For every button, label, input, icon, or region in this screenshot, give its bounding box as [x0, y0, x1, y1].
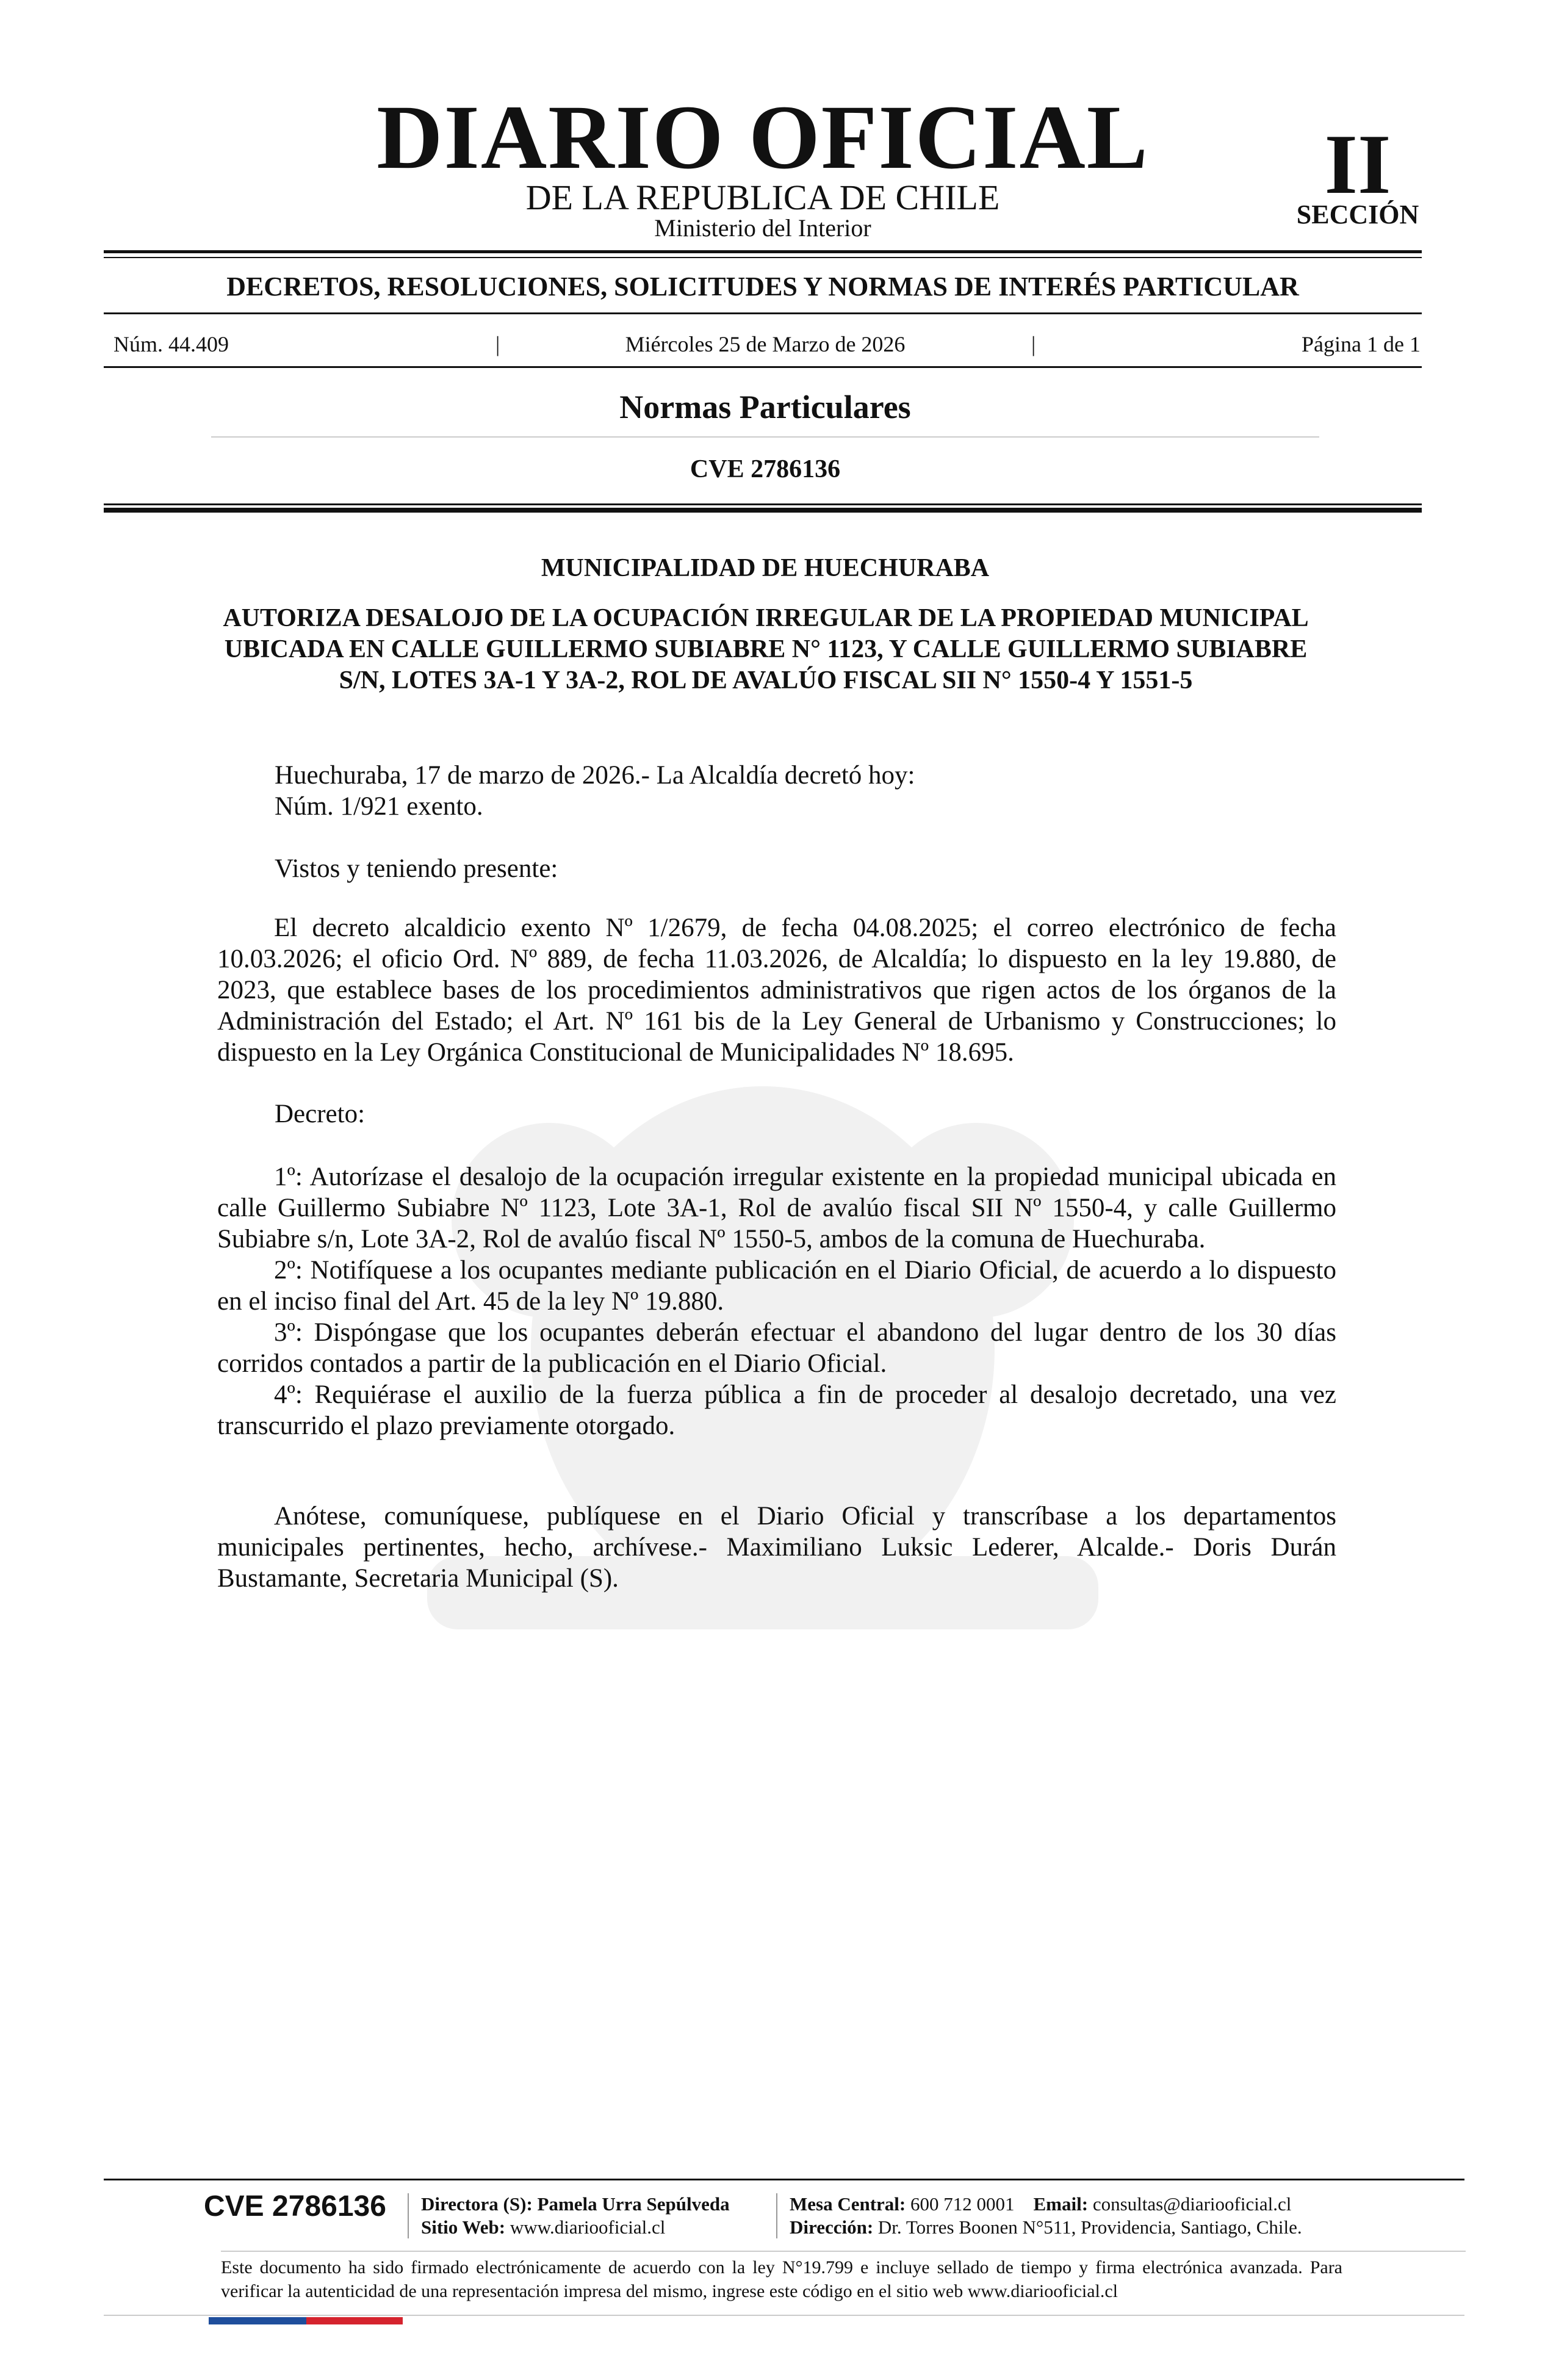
- municipality-name: MUNICIPALIDAD DE HUECHURABA: [541, 554, 990, 582]
- footer-email-label: Email:: [1033, 2193, 1089, 2215]
- masthead-divider: [104, 250, 1422, 253]
- footer-separator: [408, 2193, 409, 2238]
- footer-mesa-value: 600 712 0001: [910, 2193, 1015, 2215]
- footer-contact: [790, 2193, 1291, 2216]
- masthead-divider-thin: [104, 257, 1422, 258]
- section-roman-numeral: II: [1324, 117, 1391, 212]
- footer-divider: [104, 2179, 1464, 2180]
- cve-code: CVE 2786136: [690, 455, 841, 483]
- article-1: 1º: Autorízase el desalojo de la ocupación irregular existente en la propiedad municipal ubicada en calle Guillermo Subiabre Nº 1123, Lote 3A-1, Rol de avalúo fiscal SII Nº 1550-4, y calle Guillermo Subiabre s/n, Lote 3A-2, Rol de avalúo fiscal Nº 1550-5, ambos de la comuna de Huechuraba.: [217, 1163, 1336, 1253]
- vistos-label: Vistos y teniendo presente:: [275, 854, 558, 883]
- category-title: Normas Particulares: [619, 389, 911, 425]
- body-top-divider: [104, 503, 1422, 505]
- document-title: AUTORIZA DESALOJO DE LA OCUPACIÓN IRREGULAR DE LA PROPIEDAD MUNICIPAL UBICADA EN CALLE GUILLERMO SUBIABRE N° 1123, Y CALLE GUILLERMO SUBIABRE S/N, LOTES 3A-1 Y 3A-2, ROL DE AVALÚO FISCAL SII N° 1550-4 Y 1551-5: [223, 604, 1309, 694]
- issue-date: Miércoles 25 de Marzo de 2026: [625, 332, 906, 356]
- body-top-divider-thick: [104, 508, 1422, 513]
- masthead-title: DIARIO OFICIAL: [376, 87, 1149, 188]
- footer-note-divider: [221, 2251, 1466, 2252]
- closing-paragraph: [217, 1501, 1336, 1594]
- decree-number: Núm. 1/921 exento.: [275, 792, 483, 821]
- footer-address-value: Dr. Torres Boonen N°511, Providencia, Santiago, Chile.: [877, 2216, 1302, 2238]
- section-label: SECCIÓN: [1296, 200, 1419, 229]
- footer-legal-note: Este documento ha sido firmado electrónicamente de acuerdo con la ley N°19.799 e incluye sellado de tiempo y firma electrónica avanzada. Para verificar la autenticidad de una representación impresa del mismo, ingrese este código en el sitio web www.diariooficial.cl: [221, 2257, 1342, 2301]
- footer-website: [421, 2216, 665, 2239]
- vistos-paragraph: [217, 912, 1336, 1068]
- footer-website-value[interactable]: www.diariooficial.cl: [510, 2216, 666, 2238]
- section-heading: DECRETOS, RESOLUCIONES, SOLICITUDES Y NORMAS DE INTERÉS PARTICULAR: [226, 272, 1299, 301]
- footer-address: [790, 2216, 1302, 2239]
- intro-line: Huechuraba, 17 de marzo de 2026.- La Alcaldía decretó hoy:: [275, 761, 915, 790]
- footer-website-label: Sitio Web:: [421, 2216, 506, 2238]
- category-divider: [211, 436, 1319, 438]
- footer-email-value[interactable]: consultas@diariooficial.cl: [1092, 2193, 1292, 2215]
- footer-address-label: Dirección:: [790, 2216, 874, 2238]
- issue-divider: [104, 366, 1422, 368]
- flag-stripe-red: [306, 2317, 403, 2324]
- vistos-text: El decreto alcaldicio exento Nº 1/2679, de fecha 04.08.2025; el correo electrónico de fecha 10.03.2026; el oficio Ord. Nº 889, de fecha 11.03.2026, de Alcaldía; lo dispuesto en la ley 19.880, de 2023, que establece bases de los procedimientos administrativos que rigen actos de los órganos de la Administración del Estado; el Art. Nº 161 bis de la Ley General de Urbanismo y Construcciones; lo dispuesto en la Ley Orgánica Constitucional de Municipalidades Nº 18.695.: [217, 914, 1336, 1067]
- decreto-label: Decreto:: [275, 1100, 366, 1128]
- articles-block: [217, 1161, 1336, 1441]
- article-3: 3º: Dispóngase que los ocupantes deberán efectuar el abandono del lugar dentro de los 30 días corridos contados a partir de la publicación en el Diario Oficial.: [217, 1318, 1336, 1378]
- footer-separator: [776, 2193, 777, 2238]
- masthead-subtitle: DE LA REPUBLICA DE CHILE: [525, 178, 1000, 217]
- footer-director: Directora (S): Pamela Urra Sepúlveda: [421, 2193, 730, 2215]
- issue-page: Página 1 de 1: [1302, 332, 1421, 356]
- footer-mesa-label: Mesa Central:: [790, 2193, 906, 2215]
- issue-number: Núm. 44.409: [113, 332, 229, 356]
- article-4: 4º: Requiérase el auxilio de la fuerza pública a fin de proceder al desalojo decretado, una vez transcurrido el plazo previamente otorgado.: [217, 1380, 1336, 1440]
- masthead-ministry: Ministerio del Interior: [654, 214, 871, 242]
- article-2: 2º: Notifíquese a los ocupantes mediante publicación en el Diario Oficial, de acuerdo a lo dispuesto en el inciso final del Art. 45 de la ley Nº 19.880.: [217, 1256, 1336, 1316]
- issue-separator: |: [1031, 332, 1036, 356]
- heading-divider: [104, 312, 1422, 314]
- flag-stripe-blue: [209, 2317, 306, 2324]
- footer-bottom-rule: [104, 2315, 1464, 2316]
- footer-cve-code: CVE 2786136: [204, 2190, 386, 2223]
- closing-text: Anótese, comuníquese, publíquese en el Diario Oficial y transcríbase a los departamentos municipales pertinentes, hecho, archívese.- Maximiliano Luksic Lederer, Alcalde.- Doris Durán Bustamante, Secretaria Municipal (S).: [217, 1502, 1336, 1593]
- issue-separator: |: [495, 332, 500, 356]
